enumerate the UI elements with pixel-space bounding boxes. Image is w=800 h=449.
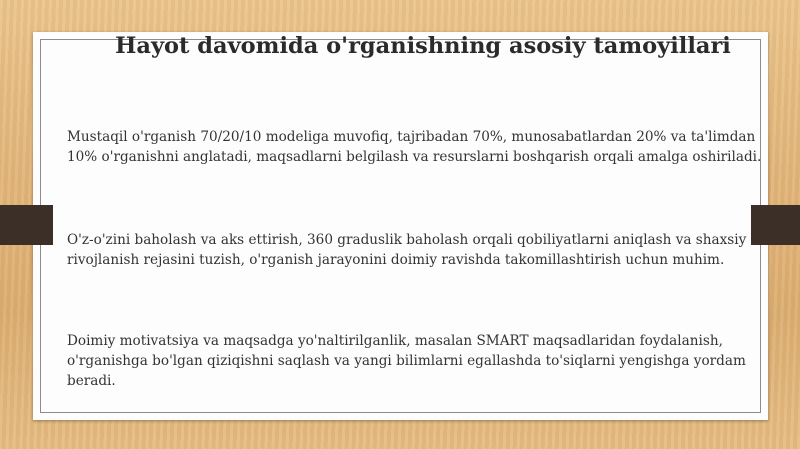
left-tab-decoration bbox=[0, 205, 53, 245]
paragraph-self-assessment: O'z-o'zini baholash va aks ettirish, 360 graduslik baholash orqali qobiliyatlarni aniqlash va shaxsiy rivojlanish rejasini tuzish, o'rganish jarayonini doimiy ravishda takomillashtirish uchun muhim. bbox=[67, 232, 747, 268]
paragraph-self-learning: Mustaqil o'rganish 70/20/10 modeliga muvofiq, tajribadan 70%, munosabatlardan 20% va ta'limdan 10% o'rganishni anglatadi, maqsadlarni belgilash va resurslarni boshqarish orqali amalga oshiriladi. bbox=[67, 129, 762, 165]
slide-title: Hayot davomida o'rganishning asosiy tamoyillari bbox=[115, 33, 731, 59]
paragraph-motivation: Doimiy motivatsiya va maqsadga yo'naltirilganlik, masalan SMART maqsadlaridan foydalanish, o'rganishga bo'lgan qiziqishni saqlash va yangi bilimlarni egallashda to'siqlarni yengishga yordam beradi. bbox=[67, 333, 746, 389]
